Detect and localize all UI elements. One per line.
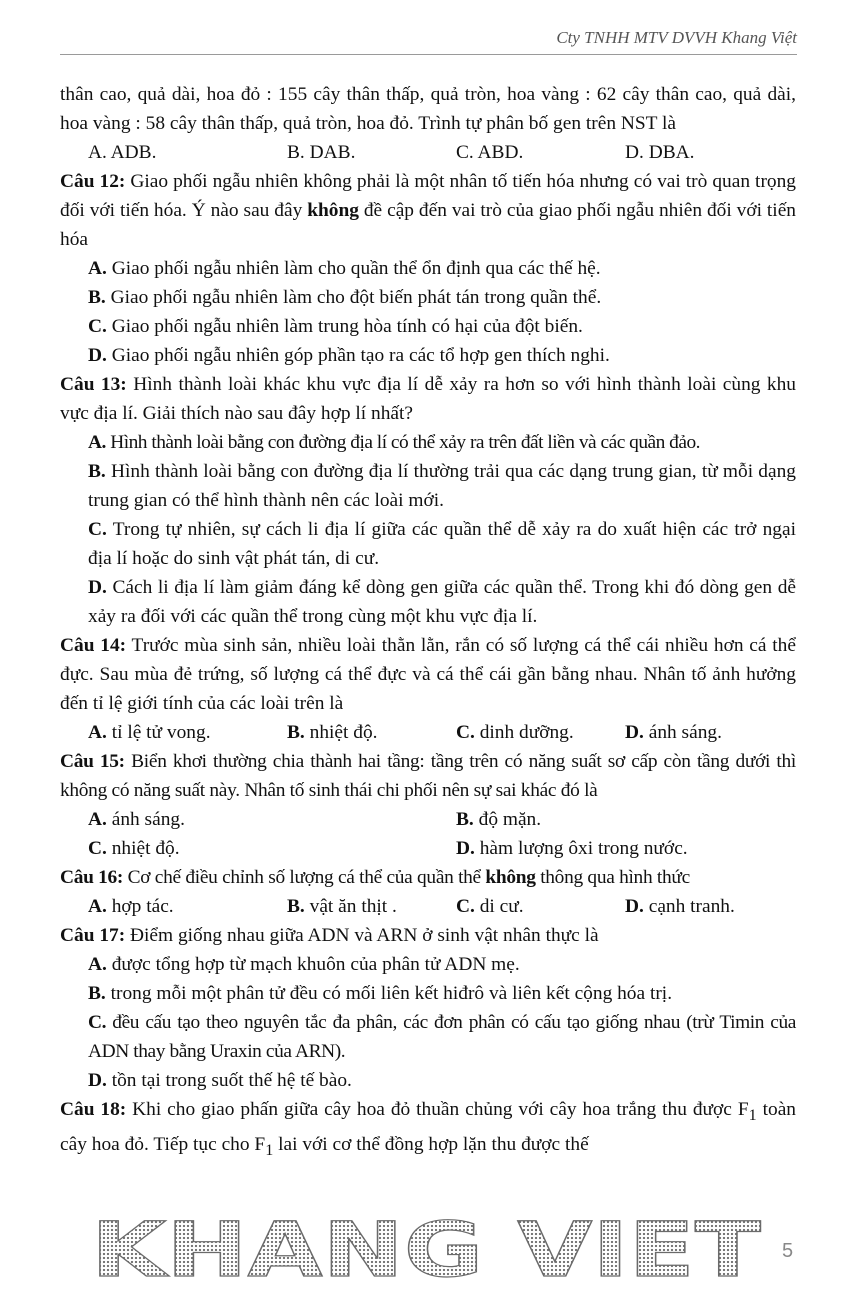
option-letter: B.: [88, 461, 106, 482]
emphasis: không: [307, 200, 359, 221]
publisher-name: Cty TNHH MTV DVVH Khang Việt: [556, 28, 797, 47]
question-label: Câu 14:: [60, 635, 127, 656]
option-letter: C.: [456, 722, 475, 743]
option: [625, 718, 824, 747]
question-text: Cơ chế điều chỉnh số lượng cá thể của quần thể: [123, 867, 486, 888]
option-text: Giao phối ngẫu nhiên làm cho quần thể ổn định qua các thế hệ.: [106, 258, 601, 279]
question-text: Khi cho giao phấn giữa cây hoa đỏ thuần chủng với cây hoa trắng thu được F: [126, 1099, 749, 1120]
option-letter: B.: [88, 983, 106, 1004]
option-letter: C.: [88, 1012, 107, 1033]
question-label: Câu 12:: [60, 171, 126, 192]
question-label: Câu 16:: [60, 867, 124, 888]
options-row: [60, 892, 796, 921]
question-label: Câu 17:: [60, 925, 126, 946]
option-letter: A.: [88, 432, 106, 453]
option-text: di cư.: [474, 896, 524, 917]
logo-text: KHANG VIET: [91, 1216, 762, 1282]
option-text: Trong tự nhiên, sự cách li địa lí giữa các quần thể dễ xảy ra do xuất hiện các trở ngại địa lí hoặc do sinh vật phát tán, di cư.: [88, 519, 796, 569]
option-letter: C.: [456, 896, 475, 917]
option: [456, 892, 625, 921]
question-text: Biển khơi thường chia thành hai tầng: tầng trên có năng suất sơ cấp còn tầng dưới thì không có năng suất này. Nhân tố sinh thái chi phối nên sự sai khác đó là: [60, 751, 796, 801]
option-letter: A.: [88, 896, 107, 917]
option-text: đều cấu tạo theo nguyên tắc đa phân, các đơn phân có cấu tạo giống nhau (trừ Timin của ADN thay bằng Uraxin của ARN).: [88, 1012, 796, 1062]
option-text: nhiệt độ.: [106, 838, 180, 859]
option: [60, 515, 796, 573]
option-text: ánh sáng.: [106, 809, 185, 830]
subscript: 1: [748, 1106, 757, 1124]
subscript: 1: [265, 1141, 274, 1159]
option-letter: A.: [88, 809, 107, 830]
option: B. DAB.: [287, 142, 356, 163]
question-text: lai với cơ thể đồng hợp lặn thu được thế: [273, 1133, 589, 1155]
page-header: [60, 28, 797, 55]
option-letter: A.: [88, 722, 107, 743]
option: [88, 834, 456, 863]
option: [60, 428, 796, 457]
option-letter: B.: [287, 896, 305, 917]
question-16: [60, 863, 796, 892]
question-18: [60, 1095, 796, 1165]
option: [88, 805, 456, 834]
option-text: hợp tác.: [106, 896, 174, 917]
option-letter: B.: [88, 287, 106, 308]
option: [60, 283, 796, 312]
option-letter: C.: [88, 316, 107, 337]
option-text: tồn tại trong suốt thế hệ tế bào.: [106, 1070, 352, 1091]
option: [88, 892, 287, 921]
question-text: Trước mùa sinh sản, nhiều loài thằn lằn, rắn có số lượng cá thể cái nhiều hơn cá thể đực. Sau mùa đẻ trứng, số lượng cá thể đực và cá thể cái gần bằng nhau. Nhân tố ảnh hưởng đến tỉ lệ giới tính của các loài trên là: [60, 635, 796, 714]
option: D. DBA.: [625, 142, 695, 163]
option: [60, 1066, 796, 1095]
option: [60, 573, 796, 631]
question-label: Câu 15:: [60, 751, 125, 772]
option-letter: A.: [88, 258, 107, 279]
option-letter: D.: [88, 345, 107, 366]
question-text: Điểm giống nhau giữa ADN và ARN ở sinh vật nhân thực là: [125, 925, 599, 946]
option: [60, 312, 796, 341]
option-text: vật ăn thịt .: [304, 896, 397, 917]
emphasis: không: [485, 867, 536, 888]
option: C. ABD.: [456, 142, 524, 163]
option-letter: B.: [287, 722, 305, 743]
options-row: [60, 718, 796, 747]
option-text: độ mặn.: [473, 809, 542, 830]
option-letter: A.: [88, 954, 107, 975]
option: [88, 718, 287, 747]
question-17: [60, 921, 796, 950]
option-text: dinh dưỡng.: [474, 722, 574, 743]
khang-viet-logo: [86, 1216, 766, 1282]
question-text: Giao phối ngẫu nhiên không phải là một nhân tố tiến hóa nhưng có vai trò quan trọng đối với tiến hóa. Ý nào sau đây: [60, 171, 796, 221]
question-label: Câu 13:: [60, 374, 127, 395]
question-label: Câu 18:: [60, 1099, 127, 1120]
option: [60, 1008, 796, 1066]
question-14: [60, 631, 796, 718]
option-text: Giao phối ngẫu nhiên làm cho đột biến phát tán trong quần thể.: [105, 287, 602, 308]
question-12: [60, 167, 796, 254]
option: [60, 457, 796, 515]
question-15: [60, 747, 796, 805]
option: [60, 341, 796, 370]
option: A. ADB.: [88, 142, 157, 163]
option-letter: C.: [88, 519, 107, 540]
option-letter: D.: [88, 1070, 107, 1091]
option-letter: D.: [625, 722, 644, 743]
option: [456, 834, 824, 863]
option: [287, 718, 456, 747]
option: [60, 254, 796, 283]
option-text: Hình thành loài bằng con đường địa lí thường trải qua các dạng trung gian, từ mỗi dạng trung gian có thể hình thành nên các loài mới.: [88, 461, 796, 511]
option-letter: B.: [456, 809, 474, 830]
option-text: Hình thành loài bằng con đường địa lí có thể xảy ra trên đất liền và các quần đảo.: [105, 432, 701, 453]
option: [60, 979, 796, 1008]
option: [60, 950, 796, 979]
option: [456, 805, 824, 834]
option: [625, 892, 824, 921]
options-grid: [60, 805, 796, 863]
option-letter: C.: [88, 838, 107, 859]
option-text: trong mỗi một phân tử đều có mối liên kết hiđrô và liên kết cộng hóa trị.: [105, 983, 673, 1004]
option-letter: D.: [625, 896, 644, 917]
question-text: toàn cây hoa đỏ. Tiếp tục cho F: [60, 1099, 797, 1155]
question-text: đề cập đến vai trò của giao phối ngẫu nhiên đối với tiến hóa: [60, 200, 796, 250]
question-text: thông qua hình thức: [535, 867, 690, 888]
option-text: Giao phối ngẫu nhiên góp phần tạo ra các tổ hợp gen thích nghi.: [106, 345, 610, 366]
option-text: được tổng hợp từ mạch khuôn của phân tử ADN mẹ.: [106, 954, 520, 975]
page-content: [60, 80, 796, 1165]
option-text: tỉ lệ tử vong.: [106, 722, 211, 743]
option-letter: D.: [88, 577, 107, 598]
intro-text: thân cao, quả dài, hoa đỏ : 155 cây thân thấp, quả tròn, hoa vàng : 62 cây thân cao, quả dài, hoa vàng : 58 cây thân thấp, quả tròn, hoa đỏ. Trình tự phân bố gen trên NST là: [60, 84, 796, 134]
option-text: nhiệt độ.: [304, 722, 378, 743]
option: [456, 718, 625, 747]
option-text: cạnh tranh.: [643, 896, 735, 917]
option-text: ánh sáng.: [643, 722, 722, 743]
question-13: [60, 370, 796, 428]
option-text: hàm lượng ôxi trong nước.: [474, 838, 688, 859]
question-text: Hình thành loài khác khu vực địa lí dễ xảy ra hơn so với hình thành loài cùng khu vực địa lí. Giải thích nào sau đây hợp lí nhất?: [60, 374, 796, 424]
option-text: Giao phối ngẫu nhiên làm trung hòa tính có hại của đột biến.: [106, 316, 583, 337]
option-text: Cách li địa lí làm giảm đáng kể dòng gen giữa các quần thể. Trong khi đó dòng gen dễ xảy ra đối với các quần thể trong cùng một khu vực địa lí.: [88, 577, 796, 627]
option-letter: D.: [456, 838, 475, 859]
page-number: 5: [782, 1240, 794, 1262]
option: [287, 892, 456, 921]
intro-options: [60, 138, 796, 167]
